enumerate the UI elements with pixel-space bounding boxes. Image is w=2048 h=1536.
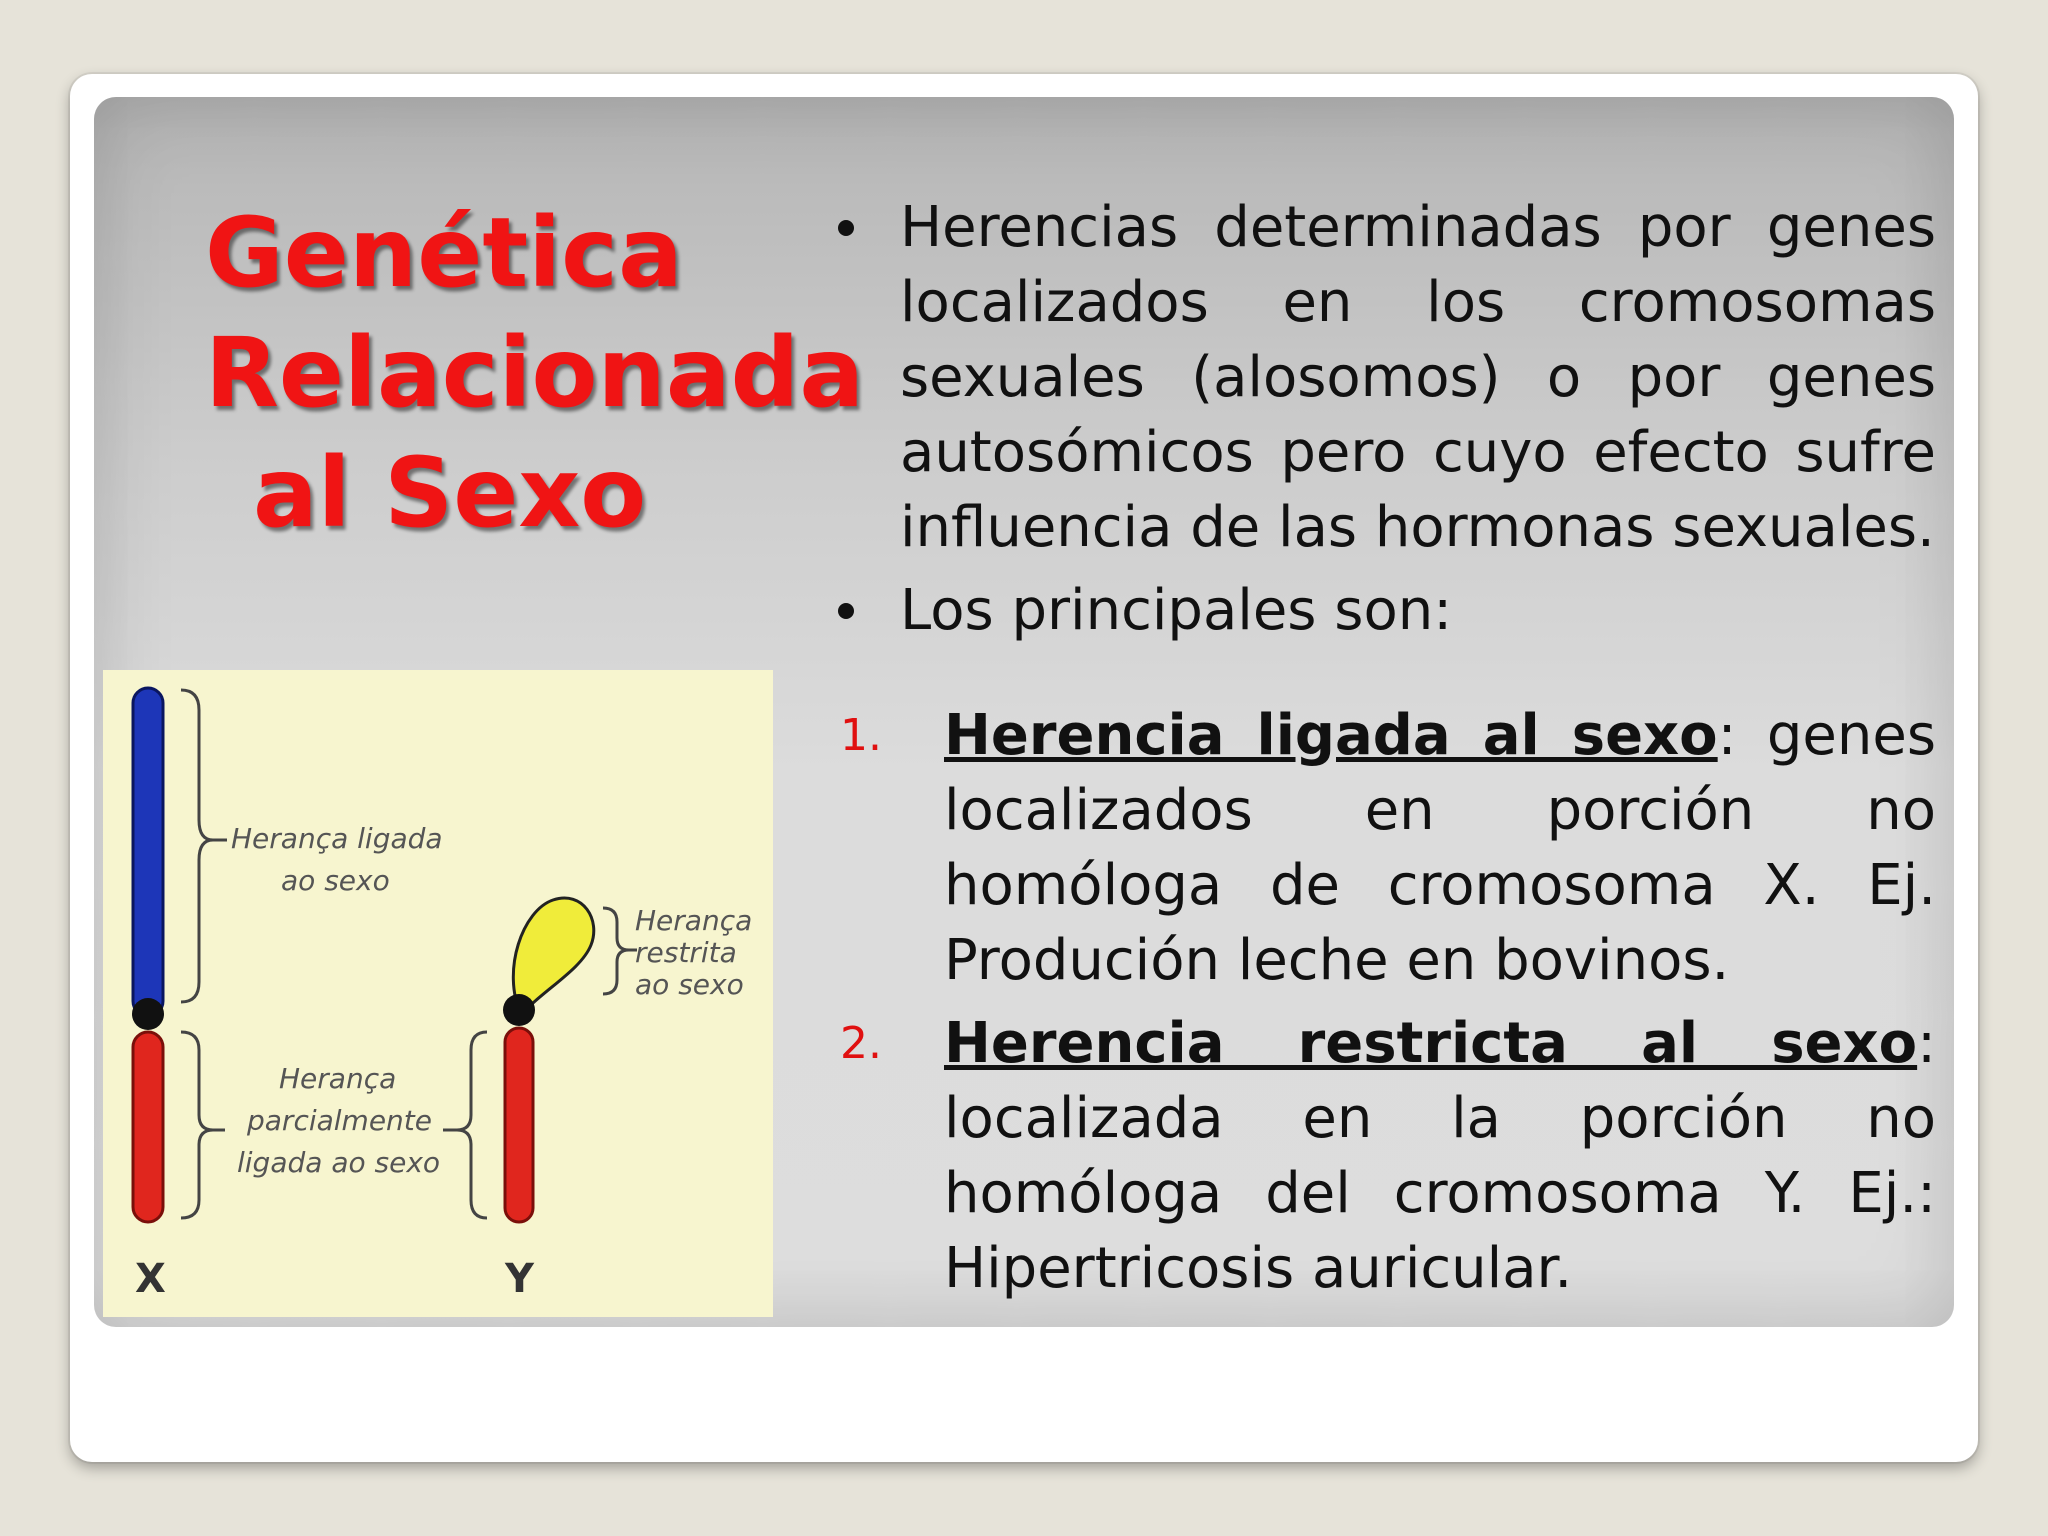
- x-centromere: [132, 998, 164, 1030]
- bullet-dot-icon: [838, 603, 854, 619]
- item-term: Herencia restricta al sexo: [944, 1011, 1918, 1076]
- item-text: localizada en la porción no homóloga del cromosoma Y. Ej.: Hipertricosis auricular.: [944, 1086, 1936, 1301]
- label-restricted-1: Herança: [635, 904, 753, 937]
- bullet-text: Herencias determinadas por genes localizados en los cromosomas sexuales (alosomos) o por genes autosómicos pero cuyo efecto sufre influencia de las hormonas sexuales.: [900, 195, 1936, 560]
- slide-content: [830, 190, 1936, 1306]
- y-centromere: [503, 994, 535, 1026]
- slide-title: [205, 193, 865, 553]
- label-restricted-2: restrita: [635, 936, 737, 969]
- bullet-text: Los principales son:: [900, 578, 1453, 643]
- axis-y-label: Y: [505, 1256, 534, 1302]
- label-partial-3: ligada ao sexo: [237, 1146, 441, 1179]
- chromosome-diagram: [103, 670, 773, 1317]
- numbered-item: [830, 1006, 1936, 1306]
- title-line-3: al Sexo: [253, 437, 647, 549]
- title-line-2: Relacionada: [205, 317, 865, 429]
- bullet-item: [830, 190, 1936, 565]
- numbered-list: [830, 698, 1936, 1306]
- label-linked-2: ao sexo: [281, 864, 390, 897]
- brace-linked: [181, 690, 213, 1002]
- brace-partial-x: [181, 1032, 213, 1218]
- bullet-dot-icon: [838, 220, 854, 236]
- bullet-item: [830, 573, 1936, 648]
- numbered-item: [830, 698, 1936, 998]
- item-number: 2.: [840, 1018, 882, 1069]
- item-number: 1.: [840, 710, 882, 761]
- y-chromosome-body: [505, 1028, 533, 1222]
- item-text: genes localizados en porción no homóloga de cromosoma X. Ej. Produción leche en bovinos.: [944, 703, 1936, 993]
- label-restricted-3: ao sexo: [635, 968, 744, 1001]
- item-term: Herencia ligada al sexo: [944, 703, 1718, 768]
- label-partial-2: parcialmente: [247, 1104, 433, 1137]
- axis-x-label: X: [135, 1256, 166, 1302]
- x-chromosome-lower: [133, 1032, 163, 1222]
- brace-partial-y: [457, 1032, 487, 1218]
- brace-restricted: [603, 908, 629, 994]
- title-line-1: Genética: [205, 197, 683, 309]
- chromosome-figure: [103, 670, 773, 1317]
- label-linked-1: Herança ligada: [231, 822, 443, 855]
- label-partial-1: Herança: [279, 1062, 397, 1095]
- x-chromosome-upper: [133, 688, 163, 1016]
- item-colon: :: [1917, 1011, 1936, 1076]
- item-colon: :: [1717, 703, 1737, 768]
